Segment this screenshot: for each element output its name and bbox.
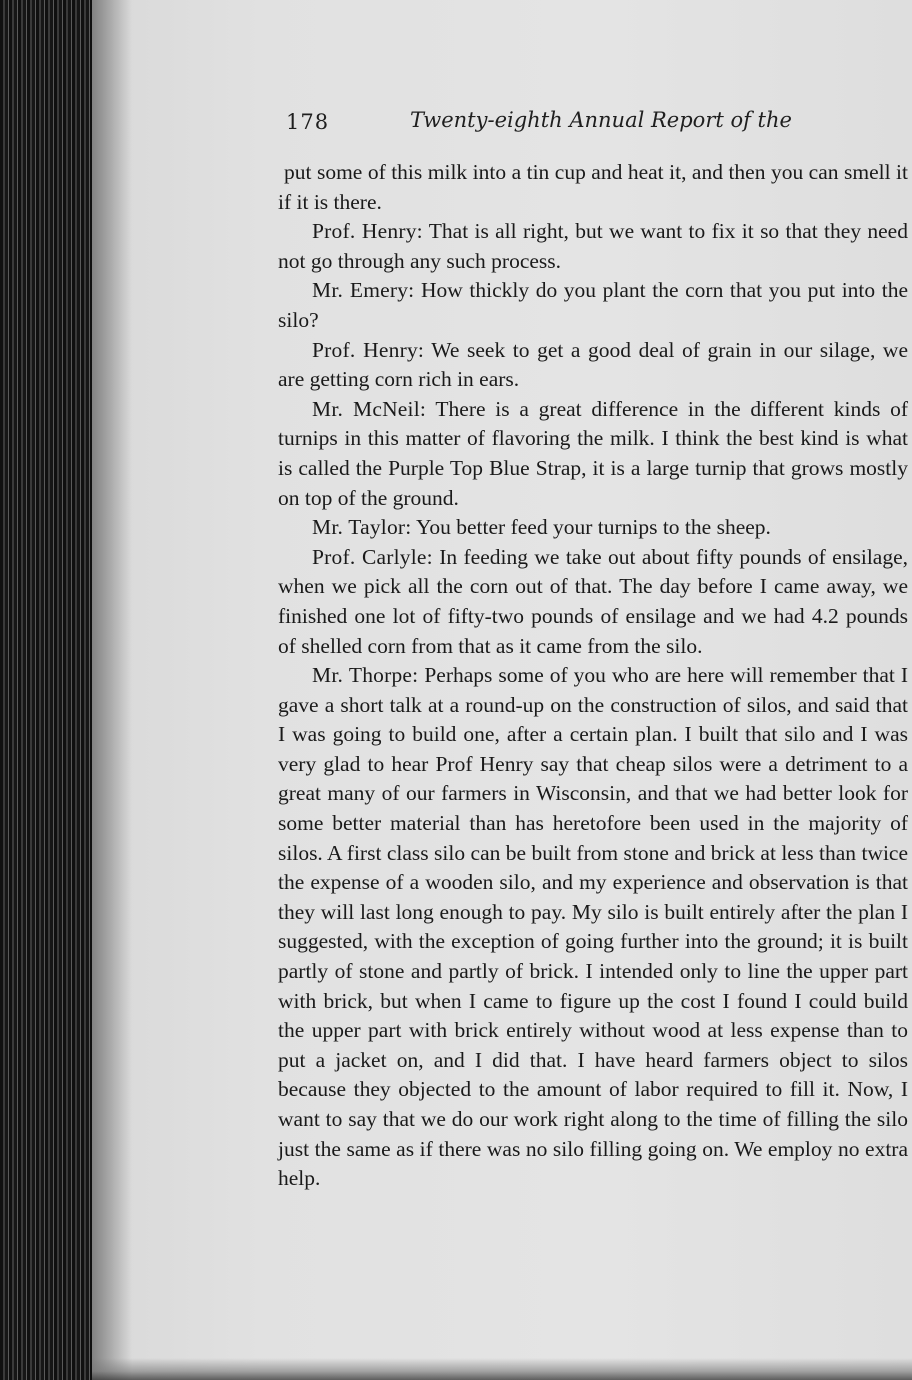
paragraph-text: Perhaps some of you who are here will remember that I gave a short talk at a round-up on the construction of silos, and said that I was going to build one, after a certain plan. I built that silo and I was very glad to hear Prof Henry say that cheap silos were a detriment to a great many of our farmers in Wisconsin, and that we had better look for some better material than has heretofore been used in the majority of silos. A first class silo can be built from stone and brick at less than twice the expense of a wooden silo, and my experience and observation is that they will last long enough to pay. My silo is built entirely after the plan I suggested, with the exception of going further into the ground; it is built partly of stone and partly of brick. I intended only to line the upper part with brick, but when I came to figure up the cost I found I could build the upper part with brick entirely without wood at less expense than to put a jacket on, and I did that. I have heard farmers object to silos because they objected to the amount of labor required to fill it. Now, I want to say that we do our work right along to the time of filling the silo just the same as if there was no silo filling going on. We employ no extra help.	[278, 663, 908, 1191]
paragraph	[278, 217, 908, 276]
running-title: Twenty-eighth Annual Report of the	[410, 108, 792, 132]
paragraph-text: put some of this milk into a tin cup and heat it, and then you can smell it if it is there.	[278, 160, 908, 214]
speaker-label: Prof. Henry:	[312, 337, 425, 362]
book-spine	[0, 0, 92, 1380]
paragraph-text: How thickly do you plant the corn that you put into the silo?	[278, 278, 909, 332]
speaker-label: Prof. Carlyle:	[312, 544, 433, 569]
paragraph	[278, 543, 908, 661]
paragraph	[278, 276, 908, 335]
paragraph	[278, 158, 908, 217]
paragraph-text: There is a great difference in the different kinds of turnips in this matter of flavoring the milk. I think the best kind is what is called the Purple Top Blue Strap, it is a large turnip that grows mostly on top of the ground.	[278, 396, 908, 510]
page-bottom-edge	[92, 1358, 912, 1380]
paragraph-text: You better feed your turnips to the sheep.	[416, 515, 771, 540]
speaker-label: Mr. Thorpe:	[312, 663, 419, 688]
page-number: 178	[286, 110, 330, 134]
speaker-label: Mr. McNeil:	[312, 396, 427, 421]
speaker-label: Mr. Emery:	[312, 278, 415, 303]
speaker-label: Mr. Taylor:	[312, 515, 412, 540]
paragraph	[278, 661, 908, 1194]
gutter-shadow	[92, 0, 132, 1380]
paragraph	[278, 513, 908, 543]
paragraph-text: That is all right, but we want to fix it so that they need not go through any such process.	[278, 219, 908, 273]
paragraph	[278, 336, 908, 395]
paragraph-text: In feeding we take out about fifty pounds of ensilage, when we pick all the corn out of that. The day before I came away, we finished one lot of fifty-two pounds of ensilage and we had 4.2 pounds of shelled corn from that as it came from the silo.	[278, 544, 909, 658]
running-header	[286, 108, 846, 142]
paragraph	[278, 395, 908, 513]
paragraph-text: We seek to get a good deal of grain in our silage, we are getting corn rich in ears.	[278, 337, 908, 392]
speaker-label: Prof. Henry:	[312, 219, 423, 244]
body-text	[278, 158, 908, 1194]
